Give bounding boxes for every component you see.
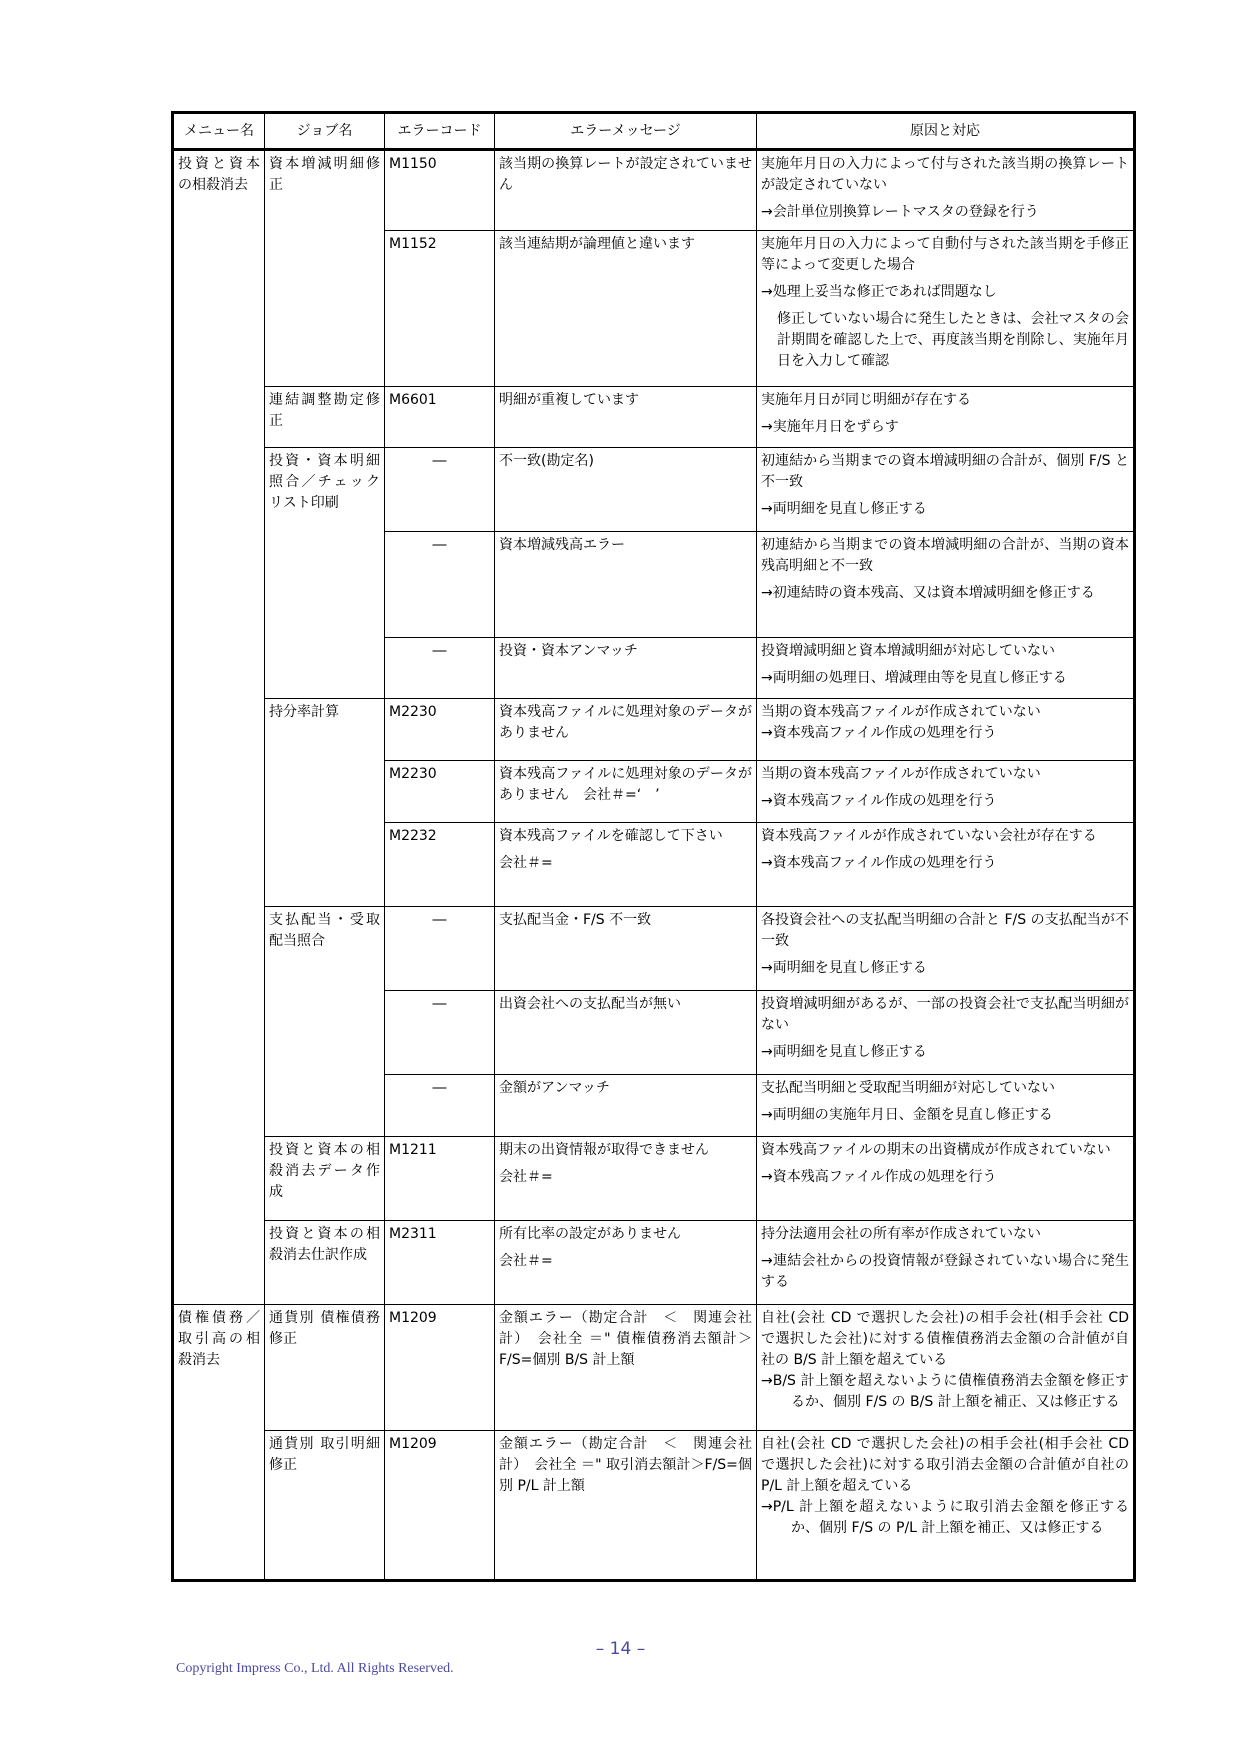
cause-line: 資本残高ファイルが作成されていない会社が存在する [761,828,1097,844]
table-row [173,387,1135,448]
error-message-cell [495,761,757,823]
table-header-row [173,113,1135,150]
error-message-cell [495,1221,757,1305]
error-code-cell: M2232 [385,823,495,907]
header-cause-action: 原因と対応 [757,113,1135,150]
error-code-cell: M1152 [385,231,495,387]
message-line: 資本残高ファイルに処理対象のデータがありません [499,704,752,741]
cause-cell [757,532,1135,638]
error-code-cell: ― [385,1075,495,1137]
cause-cell [757,1221,1135,1305]
cause-cell [757,1431,1135,1581]
error-code-cell: M2230 [385,699,495,761]
header-error-code: エラーコード [385,113,495,150]
action-line: →連結会社からの投資情報が登録されていない場合に発生する [761,1253,1129,1290]
action-detail-line: 修正していない場合に発生したときは、会社マスタの会計期間を確認した上で、再度該当期を削除し、実施年月日を入力して確認 [777,311,1129,369]
action-line: →P/L 計上額を超えないように取引消去金額を修正するか、個別 F/S の P/L 計上額を補正、又は修正する [761,1499,1129,1536]
cause-line: 持分法適用会社の所有率が作成されていない [761,1226,1041,1242]
error-message-cell [495,638,757,699]
error-code-cell: ― [385,448,495,532]
cause-line: 実施年月日が同じ明細が存在する [761,392,971,408]
cause-cell [757,823,1135,907]
message-line: 所有比率の設定がありません [499,1226,681,1242]
job-name-cell: 投資と資本の相殺消去データ作成 [265,1137,385,1221]
action-line: →処理上妥当な修正であれば問題なし [761,284,997,300]
table-row [173,1305,1135,1431]
cause-line: 各投資会社への支払配当明細の合計と F/S の支払配当が不一致 [761,912,1129,949]
error-message-cell [495,387,757,448]
message-line: 金額がアンマッチ [499,1080,610,1096]
table-row [173,699,1135,761]
message-line: 会社＃= [499,1169,553,1185]
message-line: 会社＃= [499,1253,553,1269]
copyright-notice: Copyright Impress Co., Ltd. All Rights Reserved. [176,1661,454,1676]
error-table [171,111,1136,1582]
error-code-cell: M6601 [385,387,495,448]
error-message-cell [495,150,757,231]
action-line: →資本残高ファイル作成の処理を行う [761,1169,997,1185]
error-code-cell: M1211 [385,1137,495,1221]
error-code-cell: M1209 [385,1305,495,1431]
cause-line: 自社(会社 CD で選択した会社)の相手会社(相手会社 CD で選択した会社)に対する債権債務消去金額の合計値が自社の B/S 計上額を超えている [761,1310,1129,1368]
action-line: →両明細を見直し修正する [761,960,927,976]
error-code-cell: ― [385,638,495,699]
message-line: 会社＃= [499,855,553,871]
cause-cell [757,761,1135,823]
message-line: 投資・資本アンマッチ [499,643,638,659]
cause-line: 実施年月日の入力によって付与された該当期の換算レートが設定されていない [761,156,1129,193]
error-code-cell: M1150 [385,150,495,231]
error-message-cell [495,699,757,761]
cause-line: 当期の資本残高ファイルが作成されていない [761,704,1041,720]
error-code-cell: ― [385,907,495,991]
error-message-cell [495,448,757,532]
message-line: 該当連結期が論理値と違います [499,236,695,252]
cause-cell [757,150,1135,231]
error-message-cell [495,1075,757,1137]
error-message-cell [495,231,757,387]
header-menu: メニュー名 [173,113,265,150]
table-row [173,1137,1135,1221]
job-name-cell: 投資と資本の相殺消去仕訳作成 [265,1221,385,1305]
table-row [173,1431,1135,1581]
message-line: 明細が重複しています [499,392,639,408]
page-number: – 14 – [595,1639,646,1659]
message-line: 資本残高ファイルに処理対象のデータがありません 会社＃=‘ ’ [499,766,752,803]
action-line: →資本残高ファイル作成の処理を行う [761,793,997,809]
message-line: 金額エラー（勘定合計 ＜ 関連会社計） 会社全 ＝" 債権債務消去額計＞F/S=個別 B/S 計上額 [499,1310,752,1368]
error-message-cell [495,823,757,907]
error-message-cell [495,1431,757,1581]
cause-line: 実施年月日の入力によって自動付与された該当期を手修正等によって変更した場合 [761,236,1129,273]
cause-line: 当期の資本残高ファイルが作成されていない [761,766,1041,782]
table-row [173,1221,1135,1305]
job-name-cell: 通貨別 取引明細 修正 [265,1431,385,1581]
cause-cell [757,387,1135,448]
cause-cell [757,991,1135,1075]
cause-line: 初連結から当期までの資本増減明細の合計が、個別 F/S と不一致 [761,453,1129,490]
error-message-cell [495,907,757,991]
cause-line: 投資増減明細と資本増減明細が対応していない [761,643,1055,659]
job-name-cell: 通貨別 債権債務 修正 [265,1305,385,1431]
message-line: 該当期の換算レートが設定されていません [499,156,752,193]
header-job: ジョブ名 [265,113,385,150]
cause-cell [757,907,1135,991]
job-name-cell: 支払配当・受取配当照合 [265,907,385,1137]
message-line: 資本残高ファイルを確認して下さい [499,828,723,844]
cause-line: 資本残高ファイルの期末の出資構成が作成されていない [761,1142,1111,1158]
message-line: 支払配当金・F/S 不一致 [499,912,652,928]
table-row [173,150,1135,231]
action-line: →B/S 計上額を超えないように債権債務消去金額を修正するか、個別 F/S の B/S 計上額を補正、又は修正する [761,1373,1129,1410]
job-name-cell: 持分率計算 [265,699,385,907]
action-line: →両明細の実施年月日、金額を見直し修正する [761,1107,1053,1123]
cause-cell [757,1137,1135,1221]
cause-line: 初連結から当期までの資本増減明細の合計が、当期の資本残高明細と不一致 [761,537,1129,574]
cause-cell [757,1305,1135,1431]
message-line: 金額エラー（勘定合計 ＜ 関連会社計） 会社全 ＝" 取引消去額計＞F/S=個別 P/L 計上額 [499,1436,752,1494]
cause-cell [757,638,1135,699]
cause-cell [757,231,1135,387]
error-code-cell: ― [385,991,495,1075]
cause-line: 投資増減明細があるが、一部の投資会社で支払配当明細がない [761,996,1129,1033]
error-code-cell: M1209 [385,1431,495,1581]
error-code-cell: ― [385,532,495,638]
message-line: 資本増減残高エラー [499,537,625,553]
action-line: →実施年月日をずらす [761,419,899,435]
action-line: →資本残高ファイル作成の処理を行う [761,855,997,871]
error-message-cell [495,1137,757,1221]
error-code-cell: M2311 [385,1221,495,1305]
menu-name-cell: 債権債務／取引高の相殺消去 [173,1305,265,1581]
cause-line: 自社(会社 CD で選択した会社)の相手会社(相手会社 CD で選択した会社)に対する取引消去金額の合計値が自社の P/L 計上額を超えている [761,1436,1129,1494]
table-row [173,448,1135,532]
menu-name-cell: 投資と資本の相殺消去 [173,150,265,1305]
error-message-cell [495,991,757,1075]
header-error-message: エラーメッセージ [495,113,757,150]
error-code-cell: M2230 [385,761,495,823]
cause-cell [757,1075,1135,1137]
table-row [173,907,1135,991]
message-line: 不一致(勘定名) [499,453,594,469]
action-line: →会計単位別換算レートマスタの登録を行う [761,204,1039,220]
cause-line: 支払配当明細と受取配当明細が対応していない [761,1080,1055,1096]
cause-cell [757,699,1135,761]
action-line: →両明細を見直し修正する [761,501,927,517]
job-name-cell: 資本増減明細修正 [265,150,385,387]
message-line: 出資会社への支払配当が無い [499,996,681,1012]
error-message-cell [495,532,757,638]
error-message-cell [495,1305,757,1431]
action-line: →初連結時の資本残高、又は資本増減明細を修正する [761,585,1095,601]
action-line: →両明細を見直し修正する [761,1044,927,1060]
job-name-cell: 投資・資本明細照合／チェックリスト印刷 [265,448,385,699]
message-line: 期末の出資情報が取得できません [499,1142,709,1158]
job-name-cell: 連結調整勘定修正 [265,387,385,448]
cause-cell [757,448,1135,532]
action-line: →資本残高ファイル作成の処理を行う [761,725,997,741]
action-line: →両明細の処理日、増減理由等を見直し修正する [761,670,1067,686]
